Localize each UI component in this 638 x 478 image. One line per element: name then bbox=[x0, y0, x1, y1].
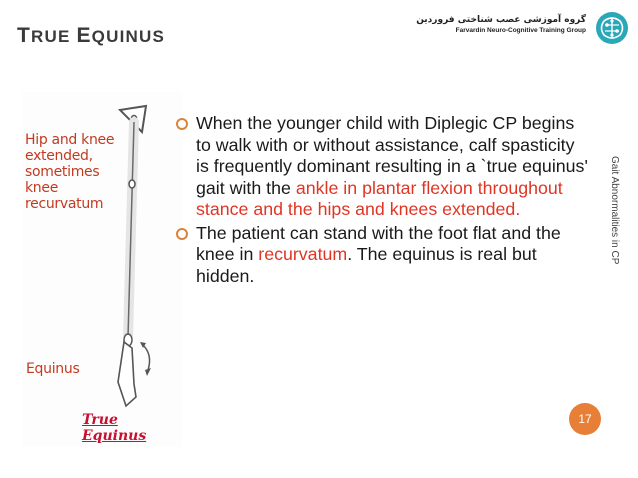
page-number-badge: 17 bbox=[569, 403, 601, 435]
logo-english-text: Farvardin Neuro-Cognitive Training Group bbox=[455, 27, 586, 34]
bullet-item bbox=[176, 113, 591, 221]
figure-label-line: sometimes bbox=[25, 164, 100, 180]
bullet-text: The patient can stand with the foot flat and the knee in bbox=[196, 222, 561, 264]
title-initial-t: T bbox=[17, 24, 32, 47]
figure-label-line: extended, bbox=[25, 148, 93, 164]
slide-title bbox=[17, 24, 165, 48]
bullet-highlight: recurvatum bbox=[258, 244, 348, 264]
bullet-text-after: . The equinus is real but hidden. bbox=[196, 244, 537, 286]
figure-label-line: Hip and knee bbox=[25, 132, 115, 148]
true-equinus-figure bbox=[22, 92, 182, 447]
bullet-text: When the younger child with Diplegic CP begins to walk with or without assistance, calf spasticity is frequently dominant resulting in a `true equinus' gait with the bbox=[196, 113, 588, 198]
figure-equinus-label: Equinus bbox=[26, 361, 80, 377]
bullet-ring-icon bbox=[176, 118, 188, 130]
bullet-list bbox=[176, 113, 591, 289]
figure-label-line: knee bbox=[25, 180, 59, 196]
side-section-label: Gait Abnormalities in CP bbox=[609, 156, 620, 265]
title-part-1: RUE bbox=[31, 27, 77, 46]
brain-circuit-icon bbox=[594, 10, 630, 46]
title-part-2: QUINUS bbox=[91, 27, 165, 46]
figure-label-line: recurvatum bbox=[25, 196, 104, 212]
logo-text bbox=[416, 15, 586, 34]
bullet-item bbox=[176, 223, 591, 288]
title-initial-e: E bbox=[76, 24, 92, 47]
bullet-highlight: ankle in plantar flexion throughout stance and the hips and knees extended. bbox=[196, 177, 563, 219]
logo-persian-text: گروه آموزشی عصب شناختی فروردین bbox=[416, 15, 586, 25]
group-logo bbox=[416, 10, 630, 46]
bullet-ring-icon bbox=[176, 228, 188, 240]
figure-posture-label bbox=[25, 132, 114, 212]
figure-caption: True Equinus bbox=[82, 412, 147, 444]
